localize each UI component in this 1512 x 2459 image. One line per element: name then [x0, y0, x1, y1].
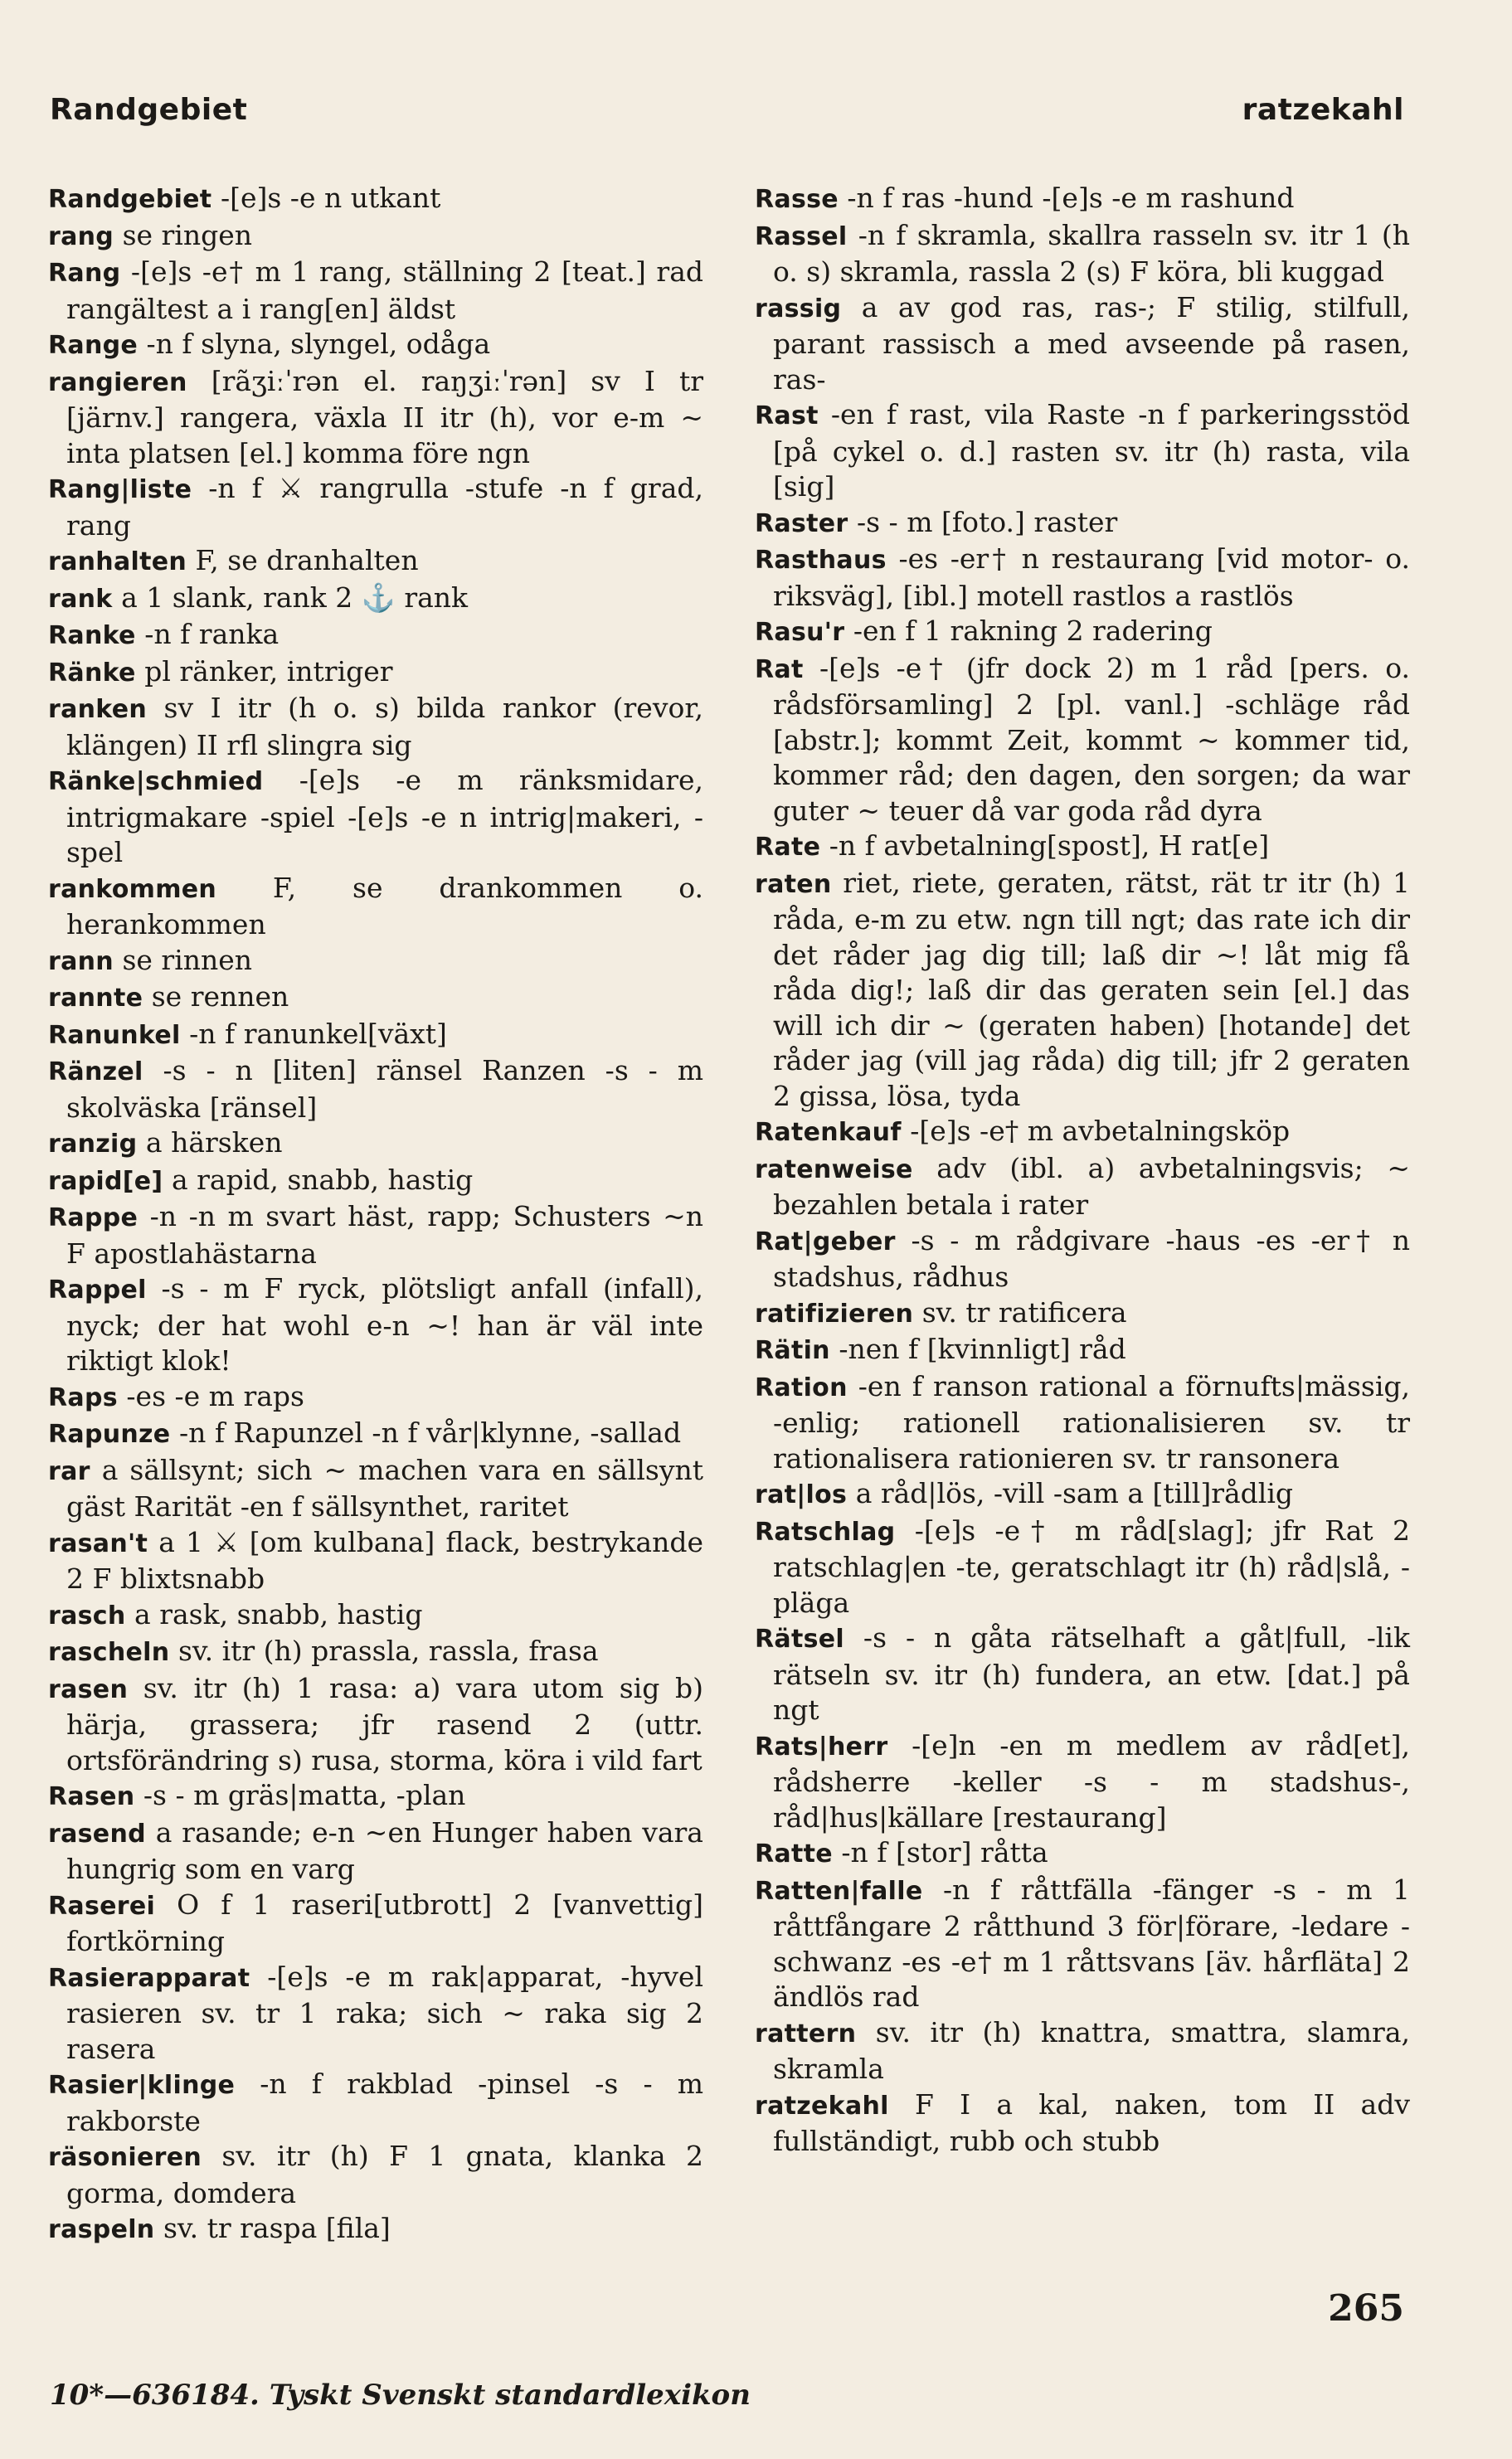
- dictionary-entry: [48, 1778, 703, 1815]
- dictionary-entry: [48, 1525, 703, 1597]
- dictionary-entry: [755, 2015, 1410, 2087]
- entry-headword: Rappel: [48, 1276, 147, 1305]
- entry-definition: F, se drankommen o. herankommen: [66, 871, 703, 940]
- entry-headword: ranhalten: [48, 547, 187, 576]
- entry-headword: rang: [48, 221, 114, 251]
- entry-definition: a av god ras, ras-; F stilig, stilfull, parant rassisch a med avseende på rasen, ras-: [773, 290, 1410, 396]
- entry-definition: -[e]s -e m rak|apparat, -hyvel rasieren sv. tr 1 raka; sich ~ raka sig 2 rasera: [66, 1960, 703, 2065]
- dictionary-entry: [48, 1888, 703, 1960]
- entry-headword: Ration: [755, 1373, 848, 1402]
- entry-definition: a härsken: [145, 1126, 283, 1159]
- dictionary-entry: [48, 1960, 703, 2068]
- dictionary-entry: [755, 542, 1410, 614]
- entry-definition: -[e]s -e† m 1 rang, ställning 2 [teat.] rad rangältest a i rang[en] äldst: [66, 255, 703, 325]
- entry-headword: Ränke|schmied: [48, 767, 264, 796]
- dictionary-entry: [755, 1621, 1410, 1728]
- entry-definition: riet, riete, geraten, rätst, rät tr itr (h) 1 råda, e-m zu etw. ngn till ngt; das rate ich dir det råder jag dig till; laß dir ~! låt mig få råda dig!; laß dir das geraten sein [el.] das will ich dir ~ (geraten haben) [hotande] det råder jag (vill jag råda) dig till; jfr 2 geraten 2 gissa, lösa, tyda: [773, 866, 1410, 1112]
- entry-headword: rasen: [48, 1674, 129, 1704]
- entry-headword: Raserei: [48, 1891, 156, 1921]
- entry-definition: -es -e m raps: [126, 1379, 304, 1412]
- dictionary-entry: [755, 2087, 1410, 2160]
- entry-headword: rasend: [48, 1819, 146, 1849]
- entry-definition: sv. itr (h) prassla, rassla, frasa: [177, 1635, 599, 1667]
- dictionary-entry: [48, 1634, 703, 1671]
- dictionary-entry: [48, 1053, 703, 1125]
- entry-definition: -n f ranunkel[växt]: [189, 1017, 447, 1050]
- dictionary-entry: [48, 1271, 703, 1379]
- entry-headword: ranzig: [48, 1130, 138, 1159]
- entry-definition: a rask, snabb, hastig: [134, 1597, 423, 1630]
- dictionary-entry: [48, 943, 703, 980]
- entry-headword: ranken: [48, 695, 148, 724]
- dictionary-entry: [48, 364, 703, 472]
- entry-definition: -n f ranka: [144, 618, 280, 650]
- entry-headword: Randgebiet: [48, 185, 212, 214]
- entry-headword: Raps: [48, 1383, 118, 1412]
- dictionary-entry: [755, 290, 1410, 398]
- dictionary-entry: [755, 1835, 1410, 1873]
- entry-headword: Raster: [755, 508, 848, 538]
- dictionary-entry: [48, 691, 703, 763]
- dictionary-entry: [755, 829, 1410, 866]
- running-head-left: Randgebiet: [50, 93, 248, 127]
- entry-headword: Ratenkauf: [755, 1118, 902, 1147]
- entry-headword: rank: [48, 584, 113, 614]
- entry-definition: sv I itr (h o. s) bilda rankor (revor, klängen) II rfl slingra sig: [66, 692, 703, 761]
- dictionary-entry: [48, 617, 703, 654]
- dictionary-entry: [755, 218, 1410, 290]
- dictionary-entry: [48, 871, 703, 943]
- entry-definition: -en f rast, vila Raste -n f parkeringsstöd [på cykel o. d.] rasten sv. itr (h) rasta, vila [sig]: [773, 398, 1410, 503]
- entry-headword: Rats|herr: [755, 1732, 888, 1762]
- entry-definition: -n f Rapunzel -n f vår|klynne, -sallad: [178, 1417, 682, 1449]
- dictionary-entry: [48, 1199, 703, 1271]
- entry-headword: Rang|liste: [48, 475, 192, 504]
- entry-headword: ratzekahl: [755, 2091, 889, 2121]
- entry-definition: adv (ibl. a) avbetalningsvis; ~ bezahlen betala i rater: [773, 1151, 1410, 1221]
- entry-definition: a 1 slank, rank 2 ⚓ rank: [121, 581, 469, 614]
- dictionary-entry: [48, 1453, 703, 1525]
- footer-signature: 10*—636184. Tyskt Svenskt standardlexikon: [50, 2379, 751, 2412]
- dictionary-entry: [48, 255, 703, 327]
- entry-headword: Rast: [755, 401, 819, 430]
- entry-headword: Rätsel: [755, 1625, 844, 1654]
- entry-headword: Ränke: [48, 658, 136, 688]
- right-column: [755, 181, 1410, 2160]
- entry-definition: a rapid, snabb, hastig: [171, 1163, 474, 1196]
- entry-headword: rat|los: [755, 1480, 848, 1509]
- entry-headword: Rassel: [755, 221, 848, 251]
- dictionary-entry: [48, 471, 703, 543]
- entry-definition: -[e]n -en m medlem av råd[et], rådsherre -keller -s - m stadshus-, råd|hus|källare [restaurang]: [773, 1728, 1410, 1834]
- entry-headword: rannte: [48, 984, 143, 1013]
- entry-headword: Range: [48, 331, 139, 360]
- entry-definition: sv. itr (h) F 1 gnata, klanka 2 gorma, domdera: [66, 2140, 703, 2209]
- entry-definition: -[e]s -e m ränksmidare, intrigmakare -spiel -[e]s -e n intrig|makeri, -spel: [66, 764, 703, 868]
- entry-definition: a råd|lös, -vill -sam a [till]rådlig: [855, 1477, 1294, 1509]
- entry-headword: Ranunkel: [48, 1020, 181, 1050]
- entry-headword: Ratte: [755, 1839, 833, 1869]
- entry-definition: -[e]s -e† m avbetalningsköp: [910, 1115, 1291, 1147]
- dictionary-entry: [48, 543, 703, 581]
- dictionary-entry: [48, 581, 703, 618]
- entry-headword: Ränzel: [48, 1057, 143, 1086]
- entry-headword: Rate: [755, 833, 821, 862]
- entry-definition: a rasande; e-n ~en Hunger haben vara hungrig som en varg: [66, 1815, 703, 1885]
- entry-definition: -n f skramla, skallra rasseln sv. itr 1 (h o. s) skramla, rassla 2 (s) F köra, bli kuggad: [773, 218, 1410, 288]
- entry-headword: rasch: [48, 1601, 126, 1630]
- entry-definition: sv. tr raspa [fila]: [163, 2212, 391, 2244]
- dictionary-entry: [755, 1728, 1410, 1836]
- dictionary-entry: [755, 651, 1410, 829]
- entry-definition: -s - n gåta rätselhaft a gåt|full, -lik rätseln sv. itr (h) fundera, an etw. [dat.] på ngt: [773, 1621, 1410, 1726]
- entry-definition: -s - m gräs|matta, -plan: [143, 1779, 466, 1811]
- entry-headword: rapid[e]: [48, 1166, 163, 1196]
- entry-headword: Rasthaus: [755, 546, 887, 575]
- entry-headword: Ratten|falle: [755, 1876, 923, 1906]
- dictionary-entry: [48, 1017, 703, 1054]
- dictionary-entry: [755, 1476, 1410, 1514]
- dictionary-entry: [48, 1671, 703, 1779]
- entry-definition: -n f avbetalning[spost], H rat[e]: [829, 829, 1270, 862]
- dictionary-entry: [48, 1416, 703, 1453]
- dictionary-entry: [755, 505, 1410, 542]
- entry-definition: -s - m F ryck, plötsligt anfall (infall), nyck; der hat wohl e-n ~! han är väl inte riktigt klok!: [66, 1272, 703, 1377]
- entry-definition: -nen f [kvinnligt] råd: [839, 1333, 1126, 1365]
- entry-headword: rankommen: [48, 874, 217, 904]
- entry-definition: -s - m rådgivare -haus -es -er† n stadshus, rådhus: [773, 1223, 1410, 1293]
- running-head-right: ratzekahl: [1242, 93, 1404, 127]
- entry-headword: Ranke: [48, 621, 136, 650]
- entry-headword: rassig: [755, 294, 842, 323]
- entry-headword: Rat|geber: [755, 1227, 896, 1256]
- dictionary-entry: [48, 2139, 703, 2211]
- entry-headword: Rasierapparat: [48, 1963, 250, 1993]
- dictionary-entry: [755, 1332, 1410, 1369]
- entry-definition: -n f [stor] råtta: [841, 1836, 1048, 1869]
- entry-definition: -n f råttfälla -fänger -s - m 1 råttfångare 2 råtthund 3 för|förare, -ledare -schwanz -es -e† m 1 råttsvans [äv. hårfläta] 2 ändlös rad: [773, 1873, 1410, 2013]
- entry-headword: rasan't: [48, 1528, 148, 1558]
- entry-headword: rangieren: [48, 367, 187, 397]
- entry-definition: -[e]s -e† (jfr dock 2) m 1 råd [pers. o. rådsförsamling] 2 [pl. vanl.] -schläge råd [abstr.]; kommt Zeit, kommt ~ kommer tid, kommer råd; den dagen, den sorgen; da war guter ~ teuer då var goda råd dyra: [773, 651, 1410, 827]
- dictionary-entry: [48, 1163, 703, 1200]
- entry-definition: -en f ranson rational a förnufts|mässig, -enlig; rationell rationalisieren sv. tr rationalisera rationieren sv. tr ransonera: [773, 1369, 1410, 1475]
- entry-headword: ratenweise: [755, 1154, 913, 1184]
- entry-headword: Rat: [755, 654, 804, 684]
- entry-headword: Rang: [48, 259, 121, 288]
- page-number: 265: [1328, 2287, 1404, 2330]
- entry-definition: -n f slyna, slyngel, odåga: [146, 328, 491, 360]
- dictionary-entry: [48, 2211, 703, 2248]
- left-column: [48, 181, 703, 2248]
- entry-definition: sv. itr (h) 1 rasa: a) vara utom sig b) härja, grassera; jfr rasend 2 (uttr. ortsförändring s) rusa, storma, köra i vild fart: [66, 1671, 703, 1776]
- entry-headword: Rappe: [48, 1203, 139, 1232]
- dictionary-entry: [755, 1151, 1410, 1223]
- entry-headword: raten: [755, 869, 832, 899]
- entry-definition: pl ränker, intriger: [144, 654, 393, 688]
- dictionary-entry: [755, 1295, 1410, 1333]
- entry-definition: -n -n m svart häst, rapp; Schusters ~n F apostlahästarna: [66, 1200, 703, 1270]
- entry-definition: -[e]s -e† m råd[slag]; jfr Rat 2 ratschlag|en -te, geratschlagt itr (h) råd|slå, -pläga: [773, 1514, 1410, 1619]
- dictionary-entry: [755, 397, 1410, 505]
- entry-definition: se rennen: [151, 980, 289, 1013]
- entry-definition: sv. tr ratificera: [921, 1295, 1127, 1329]
- entry-headword: raspeln: [48, 2215, 155, 2244]
- entry-definition: [rãʒiːˈrən el. raŋʒiːˈrən] sv I tr [järnv.] rangera, växla II itr (h), vor e-m ~ inta platsen [el.] komma före ngn: [66, 364, 703, 469]
- dictionary-entry: [48, 181, 703, 218]
- entry-definition: -n f ⚔ rangrulla -stufe -n f grad, rang: [66, 472, 703, 542]
- entry-definition: -es -er† n restaurang [vid motor- o. riksväg], [ibl.] motell rastlos a rastlös: [773, 542, 1410, 612]
- dictionary-entry: [48, 218, 703, 255]
- entry-definition: sv. itr (h) knattra, smattra, slamra, skramla: [773, 2015, 1410, 2085]
- dictionary-entry: [755, 1369, 1410, 1477]
- dictionary-entry: [48, 654, 703, 692]
- entry-headword: räsonieren: [48, 2143, 202, 2172]
- dictionary-entry: [48, 1125, 703, 1163]
- dictionary-entry: [755, 866, 1410, 1115]
- entry-definition: -n f rakblad -pinsel -s - m rakborste: [66, 2068, 703, 2137]
- dictionary-entry: [755, 1873, 1410, 2015]
- dictionary-entry: [755, 614, 1410, 651]
- dictionary-entry: [48, 979, 703, 1017]
- entry-definition: F I a kal, naken, tom II adv fullständigt, rubb och stubb: [773, 2087, 1410, 2157]
- dictionary-entry: [755, 1514, 1410, 1621]
- entry-definition: a 1 ⚔ [om kulbana] flack, bestrykande 2 F blixtsnabb: [66, 1525, 703, 1595]
- dictionary-entry: [48, 1379, 703, 1417]
- dictionary-entry: [755, 1114, 1410, 1151]
- dictionary-entry: [48, 327, 703, 364]
- dictionary-entry: [755, 1223, 1410, 1295]
- entry-headword: Rapunze: [48, 1420, 171, 1449]
- entry-headword: Ratschlag: [755, 1517, 896, 1547]
- entry-definition: -n f ras -hund -[e]s -e m rashund: [847, 182, 1295, 214]
- dictionary-entry: [48, 2067, 703, 2139]
- dictionary-entry: [48, 1815, 703, 1888]
- entry-headword: Rätin: [755, 1336, 830, 1365]
- entry-definition: a sällsynt; sich ~ machen vara en sällsynt gäst Rarität -en f sällsynthet, raritet: [66, 1453, 703, 1523]
- entry-headword: rattern: [755, 2019, 857, 2048]
- dictionary-entry: [755, 181, 1410, 218]
- entry-headword: ratifizieren: [755, 1299, 914, 1329]
- entry-headword: Rasu'r: [755, 618, 845, 647]
- entry-definition: -en f 1 rakning 2 radering: [853, 615, 1213, 647]
- dictionary-entry: [48, 1597, 703, 1635]
- entry-definition: -s - m [foto.] raster: [856, 505, 1118, 538]
- entry-headword: rascheln: [48, 1638, 170, 1667]
- entry-headword: Rasse: [755, 185, 839, 214]
- entry-definition: -[e]s -e n utkant: [220, 182, 441, 214]
- dictionary-entry: [48, 763, 703, 871]
- entry-headword: Rasen: [48, 1782, 135, 1811]
- entry-definition: O f 1 raseri[utbrott] 2 [vanvettig] fortkörning: [66, 1888, 703, 1957]
- entry-definition: -s - n [liten] ränsel Ranzen -s - m skolväska [ränsel]: [66, 1054, 703, 1124]
- entry-headword: rann: [48, 946, 114, 976]
- entry-definition: se ringen: [122, 218, 253, 251]
- entry-headword: rar: [48, 1456, 90, 1486]
- entry-definition: F, se dranhalten: [195, 544, 419, 576]
- entry-definition: se rinnen: [122, 943, 253, 976]
- entry-headword: Rasier|klinge: [48, 2071, 236, 2100]
